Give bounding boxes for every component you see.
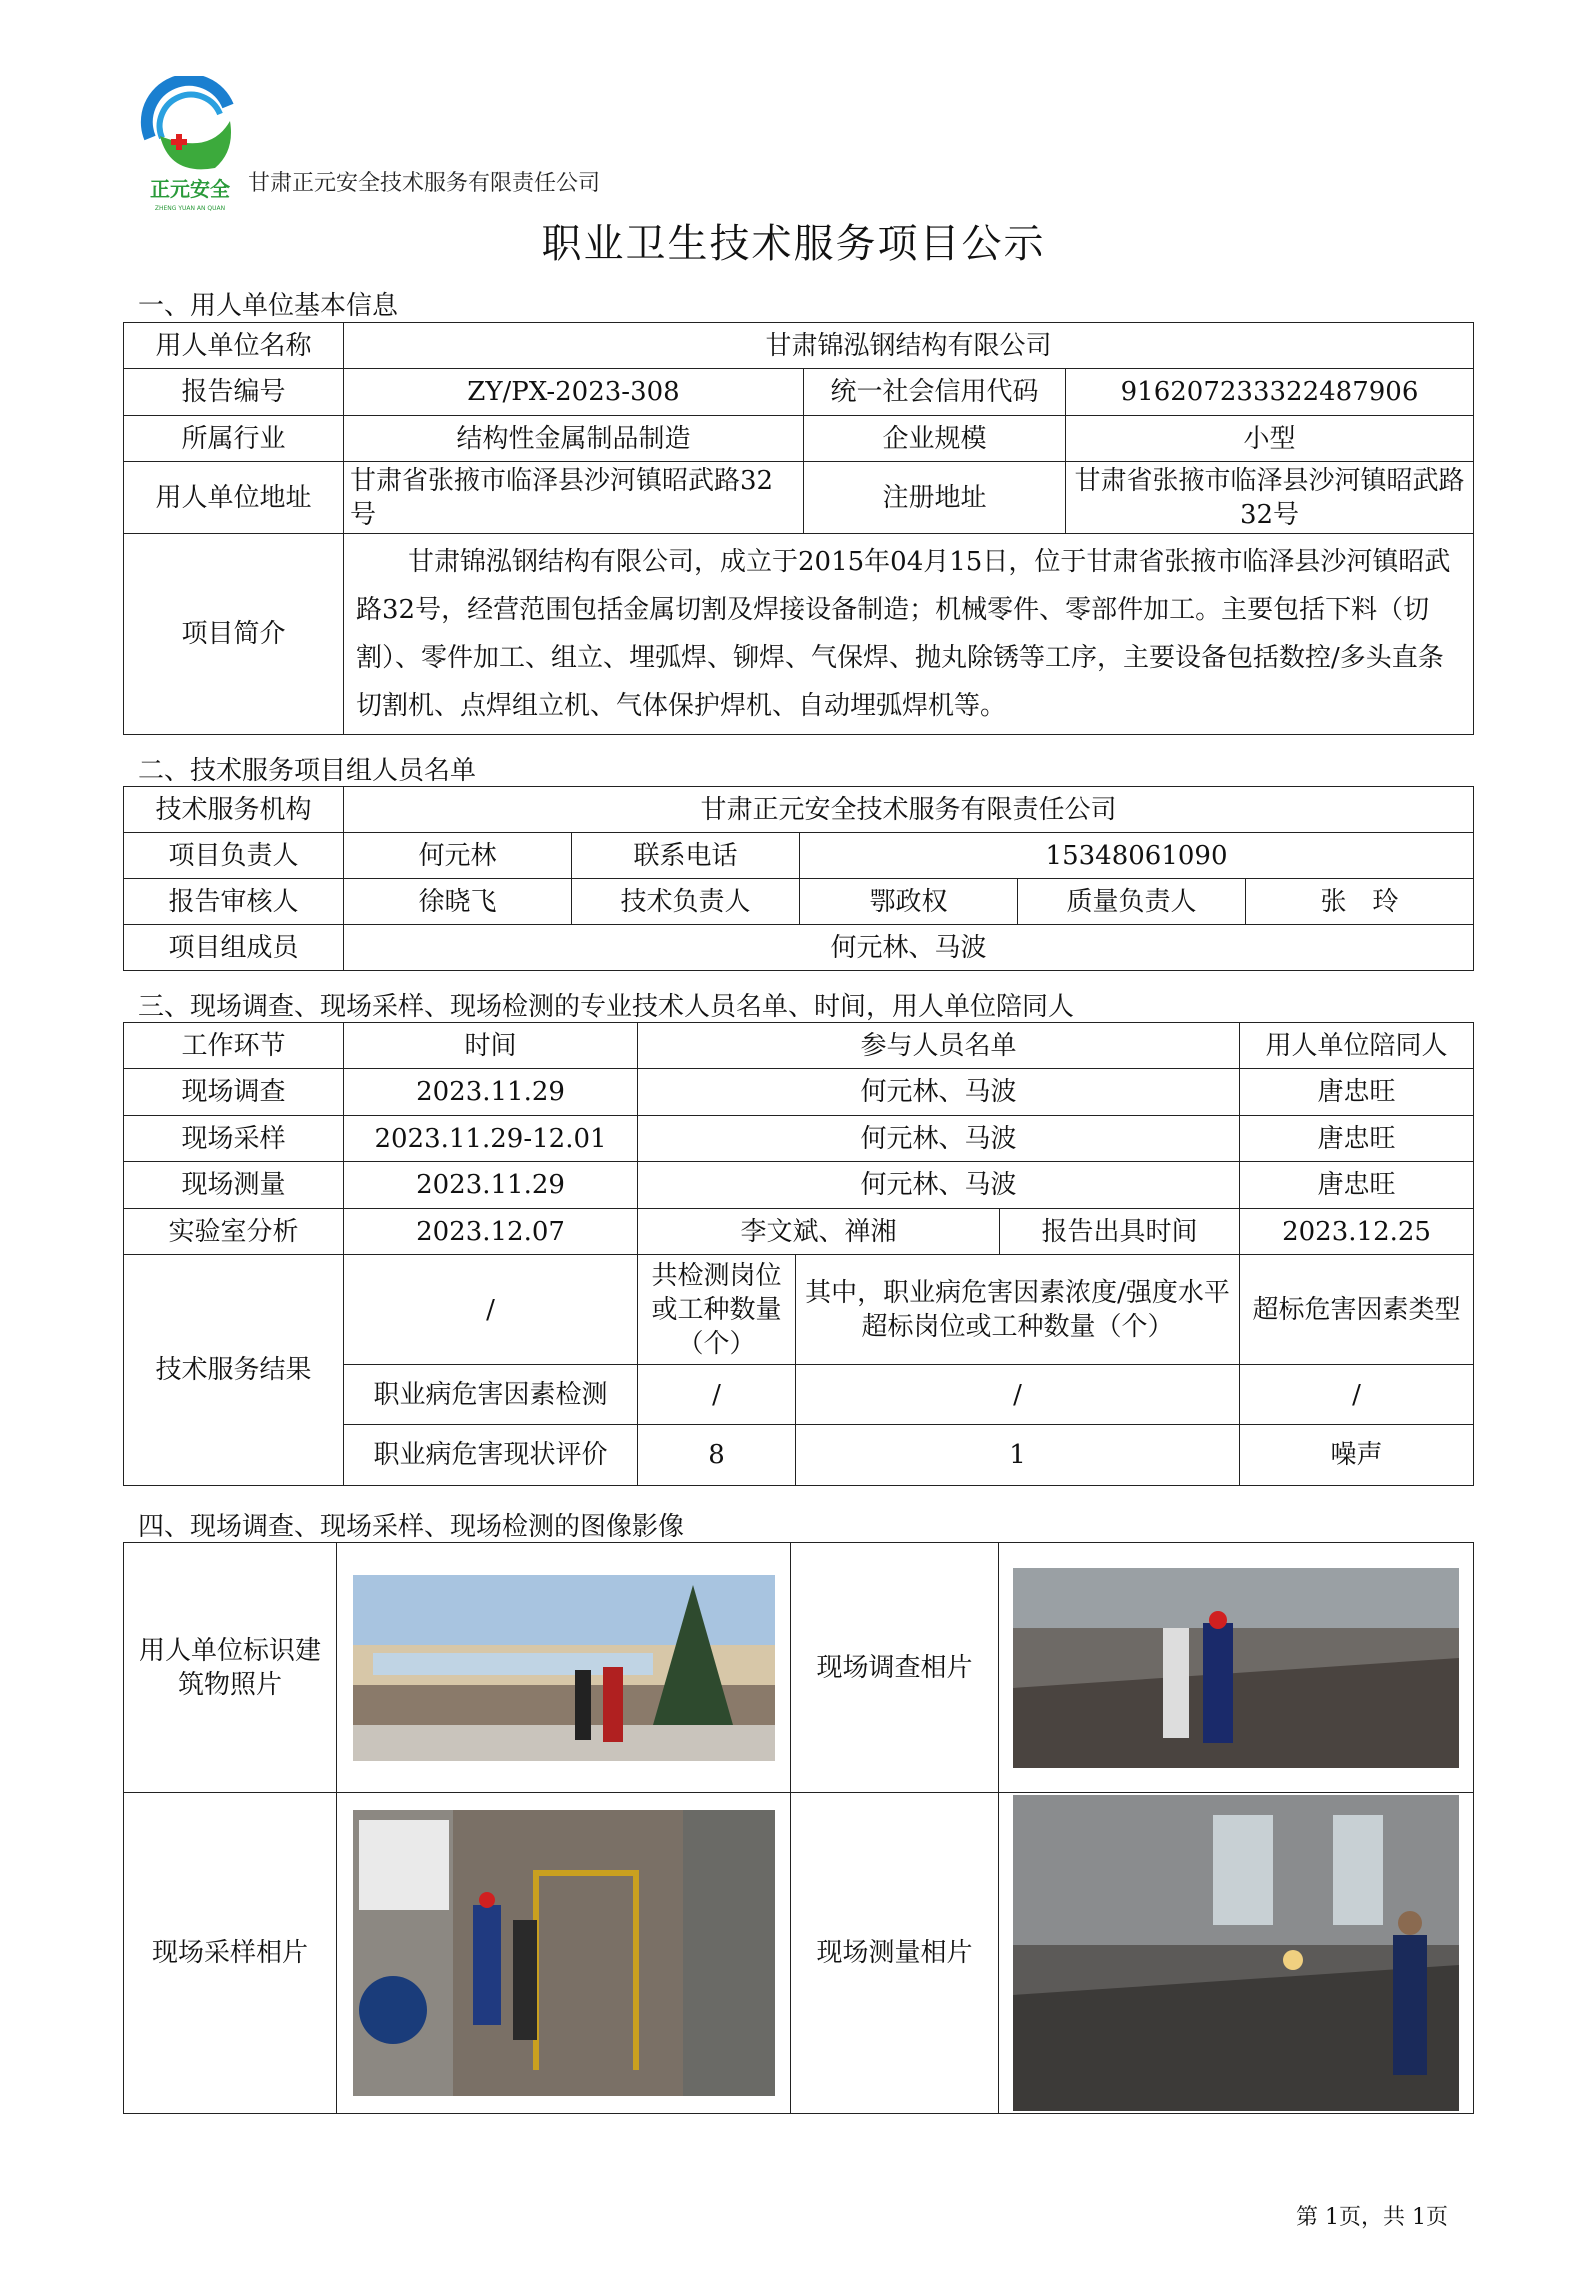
photo-4-label: 现场测量相片 (791, 1793, 999, 2114)
table-row (124, 1069, 1474, 1116)
results-slash: / (344, 1255, 638, 1365)
work-table (123, 1022, 1474, 1486)
result-row1-type: / (1240, 1365, 1474, 1425)
col-total: 共检测岗位或工种数量（个） (638, 1255, 796, 1365)
report-no: ZY/PX-2023-308 (344, 369, 804, 416)
photo-cell (337, 1543, 791, 1793)
unit-name-label: 用人单位名称 (124, 323, 344, 369)
industry: 结构性金属制品制造 (344, 416, 804, 462)
lab-label: 实验室分析 (124, 1209, 344, 1255)
result-row2-type: 噪声 (1240, 1425, 1474, 1486)
people-cell: 何元林、马波 (638, 1069, 1240, 1116)
reg-address: 甘肃省张掖市临泽县沙河镇昭武路32号 (1066, 462, 1474, 534)
survey-photo (1013, 1568, 1459, 1768)
photo-cell (999, 1543, 1474, 1793)
page-title: 职业卫生技术服务项目公示 (541, 221, 1046, 267)
sampling-photo (353, 1810, 775, 2096)
basic-info-table (123, 322, 1474, 735)
section-2-title: 二、技术服务项目组人员名单 (138, 756, 477, 786)
lab-people: 李文斌、禅湘 (638, 1209, 1000, 1255)
quality-label: 质量负责人 (1018, 879, 1246, 925)
header-people: 参与人员名单 (638, 1023, 1240, 1069)
result-row1-name: 职业病危害因素检测 (344, 1365, 638, 1425)
reviewer: 徐晓飞 (344, 879, 572, 925)
leader-label: 项目负责人 (124, 833, 344, 879)
stage-cell: 现场采样 (124, 1116, 344, 1162)
results-label: 技术服务结果 (124, 1255, 344, 1486)
report-time: 2023.12.25 (1240, 1209, 1474, 1255)
photo-cell (999, 1793, 1474, 2114)
time-cell: 2023.11.29-12.01 (344, 1116, 638, 1162)
unit-name: 甘肃锦泓钢结构有限公司 (344, 323, 1474, 369)
page-number: 第 1页，共 1页 (1296, 2205, 1448, 2230)
address: 甘肃省张掖市临泽县沙河镇昭武路32号 (344, 462, 804, 534)
company-cell: 唐忠旺 (1240, 1069, 1474, 1116)
report-time-label: 报告出具时间 (1000, 1209, 1240, 1255)
people-cell: 何元林、马波 (638, 1116, 1240, 1162)
phone: 15348061090 (800, 833, 1474, 879)
photo-cell (337, 1793, 791, 2114)
header-company: 甘肃正元安全技术服务有限责任公司 (248, 171, 601, 196)
credit-code-label: 统一社会信用代码 (804, 369, 1066, 416)
header-company: 用人单位陪同人 (1240, 1023, 1474, 1069)
reviewer-label: 报告审核人 (124, 879, 344, 925)
credit-code: 916207233322487906 (1066, 369, 1474, 416)
tech: 鄂政权 (800, 879, 1018, 925)
table-row (124, 1162, 1474, 1209)
photo-2-label: 现场调查相片 (791, 1543, 999, 1793)
stage-cell: 现场调查 (124, 1069, 344, 1116)
result-row2-total: 8 (638, 1425, 796, 1486)
section-4-title: 四、现场调查、现场采样、现场检测的图像影像 (138, 1512, 685, 1542)
building-photo (353, 1575, 775, 1761)
address-label: 用人单位地址 (124, 462, 344, 534)
section-1-title: 一、用人单位基本信息 (138, 291, 399, 321)
members: 何元林、马波 (344, 925, 1474, 971)
result-row2-over: 1 (796, 1425, 1240, 1486)
time-cell: 2023.11.29 (344, 1069, 638, 1116)
result-row2-name: 职业病危害现状评价 (344, 1425, 638, 1486)
col-over: 其中，职业病危害因素浓度/强度水平超标岗位或工种数量（个） (796, 1255, 1240, 1365)
photo-table (123, 1542, 1474, 2114)
quality: 张 玲 (1246, 879, 1474, 925)
scale: 小型 (1066, 416, 1474, 462)
people-cell: 何元林、马波 (638, 1162, 1240, 1209)
company-logo (140, 76, 240, 216)
table-row (124, 1116, 1474, 1162)
report-no-label: 报告编号 (124, 369, 344, 416)
tech-label: 技术负责人 (572, 879, 800, 925)
phone-label: 联系电话 (572, 833, 800, 879)
company-cell: 唐忠旺 (1240, 1162, 1474, 1209)
logo-text: 正元安全 (150, 177, 230, 201)
col-type: 超标危害因素类型 (1240, 1255, 1474, 1365)
header-stage: 工作环节 (124, 1023, 344, 1069)
industry-label: 所属行业 (124, 416, 344, 462)
measurement-photo (1013, 1795, 1459, 2111)
stage-cell: 现场测量 (124, 1162, 344, 1209)
reg-address-label: 注册地址 (804, 462, 1066, 534)
company-cell: 唐忠旺 (1240, 1116, 1474, 1162)
intro-label: 项目简介 (124, 534, 344, 735)
section-3-title: 三、现场调查、现场采样、现场检测的专业技术人员名单、时间，用人单位陪同人 (138, 992, 1075, 1022)
members-label: 项目组成员 (124, 925, 344, 971)
result-row1-total: / (638, 1365, 796, 1425)
leader: 何元林 (344, 833, 572, 879)
header-time: 时间 (344, 1023, 638, 1069)
org-label: 技术服务机构 (124, 787, 344, 833)
org: 甘肃正元安全技术服务有限责任公司 (344, 787, 1474, 833)
photo-3-label: 现场采样相片 (124, 1793, 337, 2114)
logo-subtext: ZHENG YUAN AN QUAN (154, 205, 226, 212)
time-cell: 2023.11.29 (344, 1162, 638, 1209)
team-table (123, 786, 1474, 971)
result-row1-over: / (796, 1365, 1240, 1425)
scale-label: 企业规模 (804, 416, 1066, 462)
lab-time: 2023.12.07 (344, 1209, 638, 1255)
photo-1-label: 用人单位标识建筑物照片 (124, 1543, 337, 1793)
intro-text: 甘肃锦泓钢结构有限公司，成立于2015年04月15日，位于甘肃省张掖市临泽县沙河镇昭武路32号，经营范围包括金属切割及焊接设备制造；机械零件、零部件加工。主要包括下料（切割）、零件加工、组立、埋弧焊、铆焊、气保焊、抛丸除锈等工序，主要设备包括数控/多头直条切割机、点焊组立机、气体保护焊机、自动埋弧焊机等。 (344, 534, 1474, 735)
